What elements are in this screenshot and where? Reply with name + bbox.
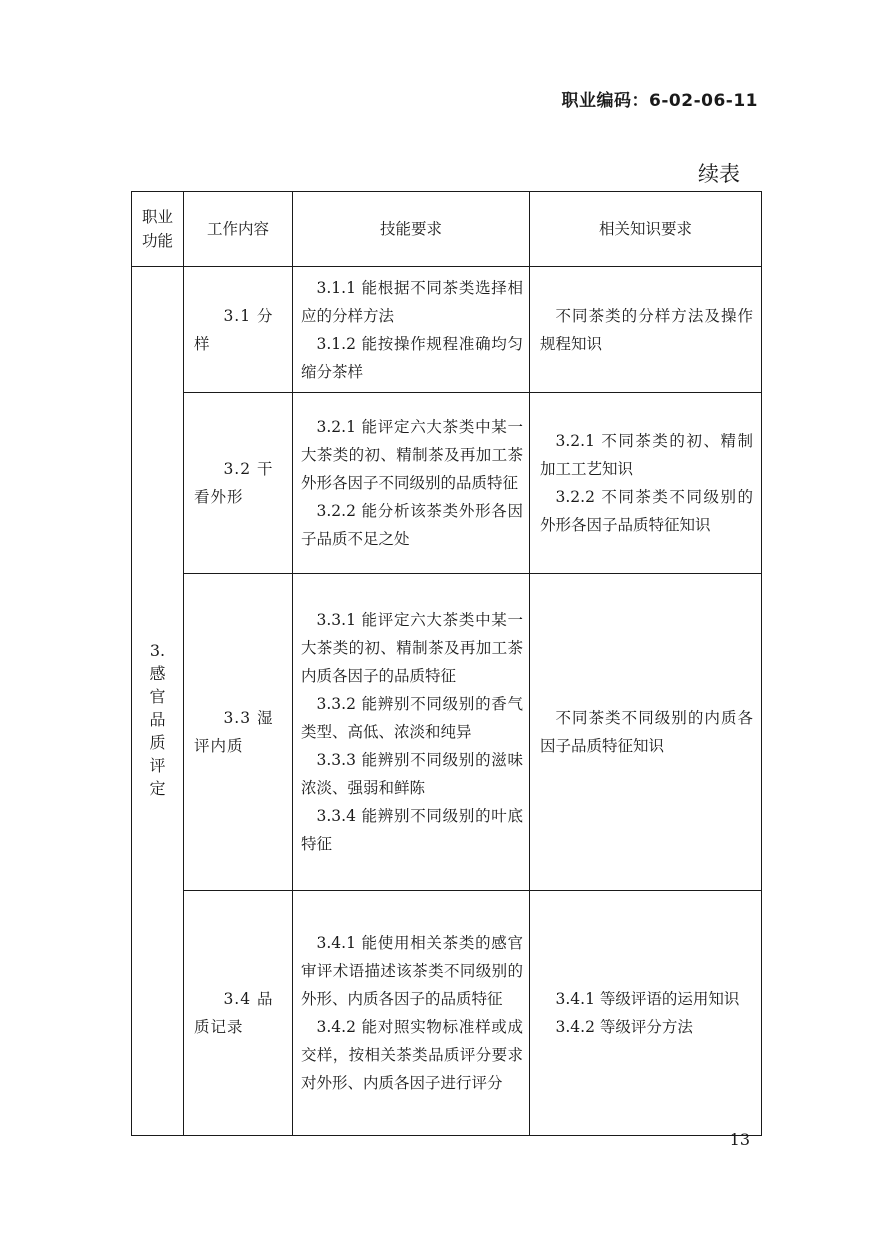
occupation-code: 职业编码：6-02-06-11 (561, 91, 758, 111)
skill-item: 3.2.2 能分析该茶类外形各因子品质不足之处 (301, 502, 523, 548)
skill-cell (293, 393, 530, 574)
skill-item: 3.3.3 能辨别不同级别的滋味浓淡、强弱和鲜陈 (301, 751, 523, 797)
work-content-cell (184, 393, 293, 574)
skill-item: 3.3.2 能辨别不同级别的香气类型、高低、浓淡和纯异 (301, 695, 523, 741)
knowledge-item: 3.4.2 等级评分方法 (555, 1018, 693, 1036)
work-content-cell (184, 574, 293, 891)
work-content-label: 3.3 湿评内质 (194, 709, 274, 755)
table-row (132, 393, 762, 574)
header-knowledge: 相关知识要求 (530, 192, 762, 267)
skill-item: 3.1.1 能根据不同茶类选择相应的分样方法 (301, 278, 523, 325)
table-row (132, 574, 762, 891)
skill-cell (293, 574, 530, 891)
header-work-content: 工作内容 (184, 192, 293, 267)
work-content-label: 3.2 干看外形 (194, 460, 274, 506)
work-content-cell (184, 267, 293, 393)
skill-item: 3.4.2 能对照实物标准样或成交样，按相关茶类品质评分要求对外形、内质各因子进行评分 (301, 1018, 523, 1092)
skill-cell (293, 891, 530, 1136)
skill-item: 3.1.2 能按操作规程准确均匀缩分茶样 (301, 334, 523, 381)
skill-item: 3.2.1 能评定六大茶类中某一大茶类的初、精制茶及再加工茶外形各因子不同级别的品质特征 (301, 418, 523, 492)
table-row (132, 267, 762, 393)
page-number: 13 (729, 1130, 750, 1149)
skill-item: 3.3.1 能评定六大茶类中某一大茶类的初、精制茶及再加工茶内质各因子的品质特征 (301, 611, 523, 685)
knowledge-cell (530, 574, 762, 891)
skill-item: 3.3.4 能辨别不同级别的叶底特征 (301, 807, 523, 853)
knowledge-item: 不同茶类不同级别的内质各因子品质特征知识 (540, 709, 753, 755)
header-skill: 技能要求 (293, 192, 530, 267)
knowledge-item: 不同茶类的分样方法及操作规程知识 (540, 306, 753, 353)
function-label: 3.感官品质评定 (149, 641, 166, 798)
knowledge-item: 3.2.2 不同茶类不同级别的外形各因子品质特征知识 (540, 488, 753, 534)
knowledge-item: 3.2.1 不同茶类的初、精制加工工艺知识 (540, 432, 753, 478)
knowledge-item: 3.4.1 等级评语的运用知识 (555, 990, 740, 1008)
skill-cell (293, 267, 530, 393)
requirements-table (131, 191, 762, 1136)
skill-item: 3.4.1 能使用相关茶类的感官审评术语描述该茶类不同级别的外形、内质各因子的品质特征 (301, 934, 523, 1008)
knowledge-cell (530, 267, 762, 393)
knowledge-cell (530, 891, 762, 1136)
continued-label: 续表 (698, 162, 740, 186)
work-content-label: 3.1 分样 (194, 306, 274, 353)
work-content-label: 3.4 品质记录 (194, 990, 274, 1036)
knowledge-cell (530, 393, 762, 574)
function-cell (132, 267, 184, 1136)
work-content-cell (184, 891, 293, 1136)
table-row (132, 891, 762, 1136)
header-function: 职业功能 (132, 192, 184, 267)
table-header-row (132, 192, 762, 267)
